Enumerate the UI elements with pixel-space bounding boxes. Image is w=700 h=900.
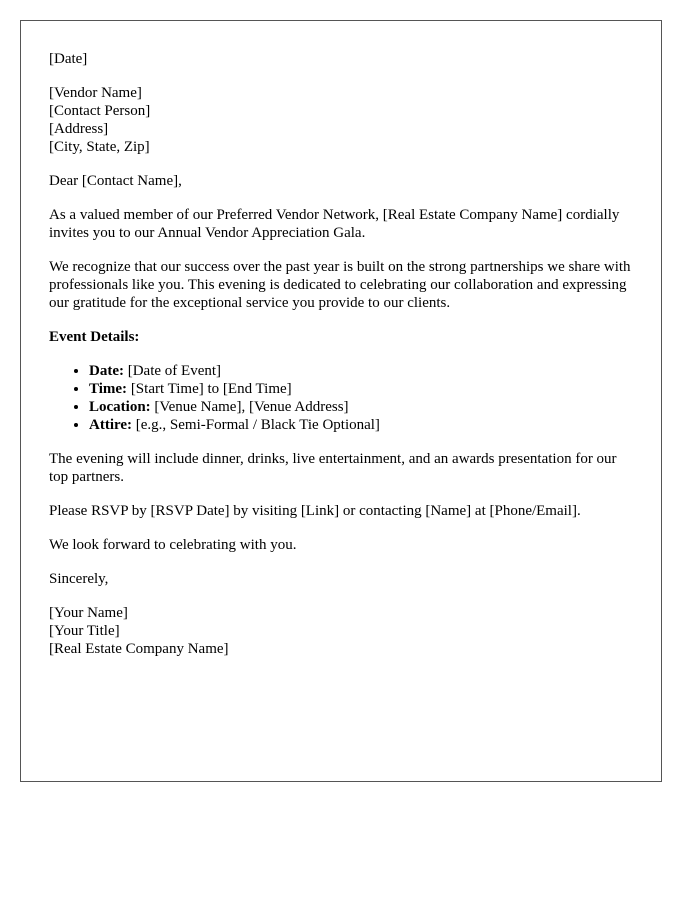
recipient-contact-person: [Contact Person] — [49, 103, 151, 119]
event-detail-label: Location: — [89, 399, 151, 415]
signature-name: [Your Name] — [49, 605, 128, 621]
partnership-paragraph: We recognize that our success over the past year is built on the strong partnerships we share with professionals like you. This evening is dedicated to celebrating our collaboration and expressing our gratitude for the exceptional service you provide to our clients. — [49, 259, 631, 311]
recipient-city-state-zip: [City, State, Zip] — [49, 139, 150, 155]
evening-description-paragraph: The evening will include dinner, drinks, live entertainment, and an awards presentation for our top partners. — [49, 451, 617, 485]
rsvp-paragraph: Please RSVP by [RSVP Date] by visiting [Link] or contacting [Name] at [Phone/Email]. — [49, 503, 581, 519]
event-detail-value: [Start Time] to [End Time] — [130, 381, 292, 397]
event-detail-value: [Date of Event] — [127, 363, 222, 379]
event-detail-value: [e.g., Semi-Formal / Black Tie Optional] — [135, 417, 380, 433]
closing: Sincerely, — [49, 571, 109, 587]
closing-remark-paragraph: We look forward to celebrating with you. — [49, 537, 297, 553]
event-detail-label: Time: — [89, 381, 128, 397]
recipient-vendor-name: [Vendor Name] — [49, 85, 142, 101]
intro-paragraph: As a valued member of our Preferred Vendor Network, [Real Estate Company Name] cordially invites you to our Annual Vendor Appreciation Gala. — [49, 207, 620, 241]
event-detail-location — [89, 398, 633, 416]
recipient-address-block — [49, 84, 633, 156]
letter-page — [20, 20, 662, 782]
event-detail-value: [Venue Name], [Venue Address] — [154, 399, 349, 415]
signature-company: [Real Estate Company Name] — [49, 641, 229, 657]
event-detail-date — [89, 362, 633, 380]
event-detail-time — [89, 380, 633, 398]
event-detail-label: Date: — [89, 363, 124, 379]
letter-date: [Date] — [49, 51, 88, 67]
recipient-address: [Address] — [49, 121, 109, 137]
signature-block — [49, 604, 633, 658]
signature-title: [Your Title] — [49, 623, 120, 639]
event-detail-label: Attire: — [89, 417, 133, 433]
event-detail-attire — [89, 416, 633, 434]
event-details-heading: Event Details: — [49, 329, 140, 345]
event-details-list — [49, 362, 633, 434]
salutation: Dear [Contact Name], — [49, 173, 182, 189]
